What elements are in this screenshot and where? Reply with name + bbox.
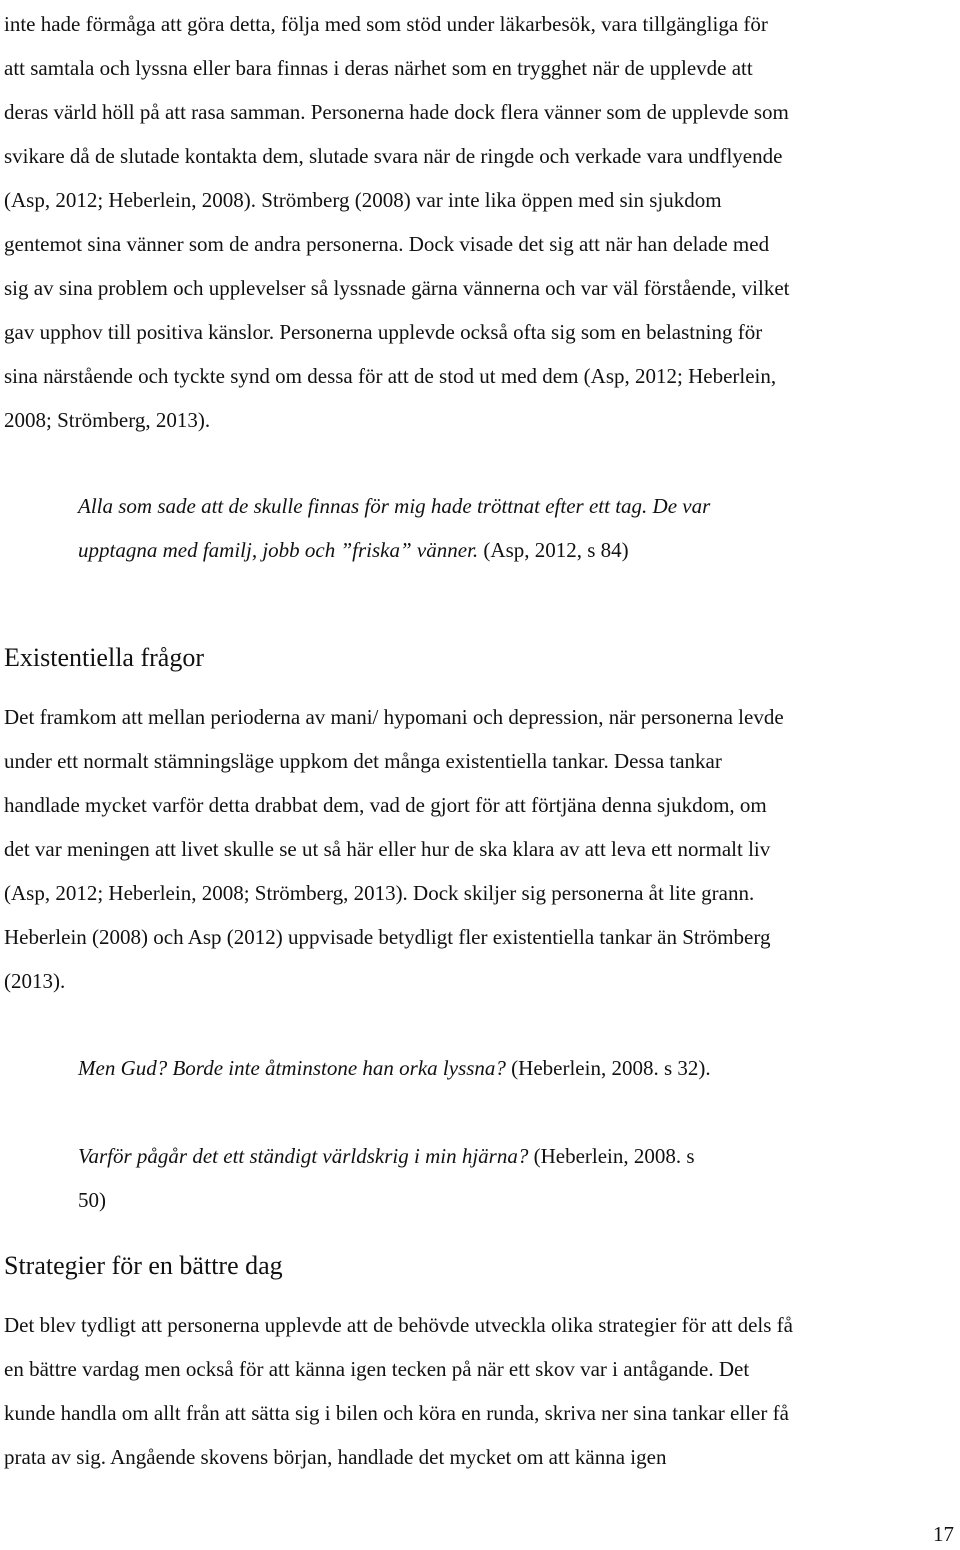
page-number: 17 — [933, 1522, 954, 1546]
text-line: Det framkom att mellan perioderna av mani/ hypomani och depression, när personerna levde — [4, 705, 784, 729]
text-line: (Asp, 2012; Heberlein, 2008). Strömberg (2008) var inte lika öppen med sin sjukdom — [4, 188, 722, 212]
text-line: deras värld höll på att rasa samman. Personerna hade dock flera vänner som de upplevde som — [4, 100, 789, 124]
text-line: sina närstående och tyckte synd om dessa för att de stod ut med dem (Asp, 2012; Heberlein, — [4, 364, 777, 388]
quote-italic-text: Varför pågår det ett ständigt världskrig i min hjärna? — [78, 1144, 529, 1168]
text-line: (2013). — [4, 969, 66, 993]
block-quote-2 — [78, 1056, 711, 1080]
section-heading-strategier: Strategier för en bättre dag — [4, 1251, 283, 1280]
text-line: gav upphov till positiva känslor. Personerna upplevde också ofta sig som en belastning för — [4, 320, 763, 344]
text-line: handlade mycket varför detta drabbat dem, vad de gjort för att förtjäna denna sjukdom, om — [4, 793, 767, 817]
quote-italic-text: upptagna med familj, jobb och ”friska” vänner. — [78, 538, 479, 562]
text-line: att samtala och lyssna eller bara finnas i deras närhet som en trygghet när de upplevde att — [4, 56, 753, 80]
text-line: det var meningen att livet skulle se ut så här eller hur de ska klara av att leva ett normalt liv — [4, 837, 771, 861]
quote-citation: (Asp, 2012, s 84) — [478, 538, 629, 562]
quote-italic-text: Alla som sade att de skulle finnas för mig hade tröttnat efter ett tag. De var — [78, 494, 711, 518]
text-line: gentemot sina vänner som de andra personerna. Dock visade det sig att när han delade med — [4, 232, 770, 256]
quote-line — [78, 1144, 695, 1168]
text-line: Heberlein (2008) och Asp (2012) uppvisade betydligt fler existentiella tankar än Strömberg — [4, 925, 771, 949]
quote-citation: (Heberlein, 2008. s — [528, 1144, 695, 1168]
text-line: (Asp, 2012; Heberlein, 2008; Strömberg, 2013). Dock skiljer sig personerna åt lite grann. — [4, 881, 755, 905]
text-line: inte hade förmåga att göra detta, följa med som stöd under läkarbesök, vara tillgängliga för — [4, 12, 768, 36]
quote-line: 50) — [78, 1188, 106, 1212]
quote-italic-text: Men Gud? Borde inte åtminstone han orka lyssna? — [78, 1056, 506, 1080]
text-line: under ett normalt stämningsläge uppkom det många existentiella tankar. Dessa tankar — [4, 749, 722, 773]
quote-line — [78, 494, 710, 518]
text-line: 2008; Strömberg, 2013). — [4, 408, 211, 432]
text-line: sig av sina problem och upplevelser så lyssnade gärna vännerna och var väl förstående, vilket — [4, 276, 790, 300]
text-line: kunde handla om allt från att sätta sig i bilen och köra en runda, skriva ner sina tankar eller få — [4, 1401, 789, 1425]
quote-line — [78, 538, 629, 562]
text-line: svikare då de slutade kontakta dem, slutade svara när de ringde och verkade vara undflyende — [4, 144, 783, 168]
text-line: prata av sig. Angående skovens början, handlade det mycket om att känna igen — [4, 1445, 667, 1469]
quote-citation: (Heberlein, 2008. s 32). — [505, 1056, 711, 1080]
text-line: en bättre vardag men också för att känna igen tecken på när ett skov var i antågande. Det — [4, 1357, 750, 1381]
section-heading-existentiella: Existentiella frågor — [4, 643, 204, 672]
text-line: Det blev tydligt att personerna upplevde att de behövde utveckla olika strategier för att dels få — [4, 1313, 793, 1337]
